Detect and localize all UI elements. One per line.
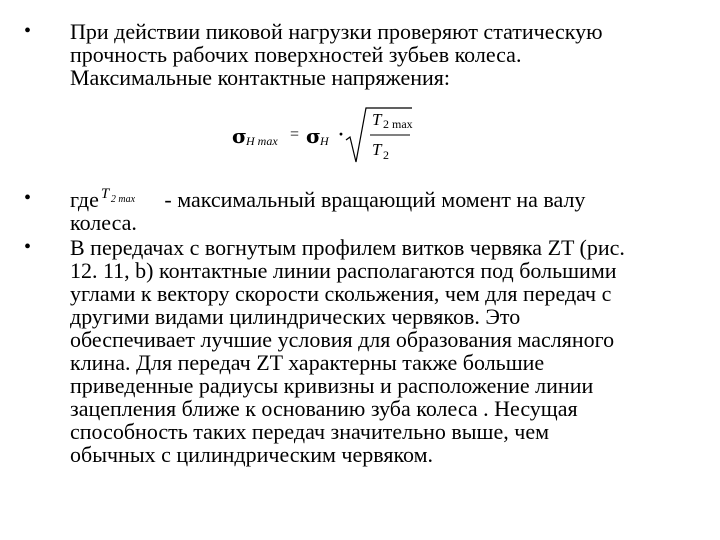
text-line: прочность рабочих поверхностей зубьев колеса. [70,42,522,67]
numerator-subscript: 2 max [383,117,413,131]
text-line: обеспечивает лучшие условия для образования масляного [70,327,615,352]
text-line: При действии пиковой нагрузки проверяют статическую [70,19,603,44]
prefix-text: где [70,187,99,212]
bullet-text-3 [70,236,625,466]
text-line: колеса. [70,210,137,235]
inline-T: T [100,186,110,202]
inline-torque-symbol [99,187,159,207]
text-line: В передачах с вогнутым профилем витков червяка ZT (рис. [70,235,625,260]
text-line: зацепления ближе к основанию зуба колеса . Несущая [70,396,578,421]
text-line: обычных с цилиндрическим червяком. [70,442,434,467]
text-line [70,187,585,211]
sigma-subscript: H max [246,134,278,148]
bullet-marker: • [24,20,32,42]
text-line: приведенные радиусы кривизны и расположение линии [70,373,594,398]
text-line: клина. Для передач ZT характерны также большие [70,350,545,375]
bullet-text-2 [70,187,585,234]
bullet-marker: • [24,236,32,258]
text-line: Максимальные контактные напряжения: [70,65,450,90]
sigma-symbol: σ [232,124,247,148]
bullet-marker: • [24,187,32,209]
bullet-text-1 [70,20,603,89]
numerator-T: T [372,110,382,129]
sigma-symbol: σ [306,124,321,148]
inline-subscript: 2 max [110,194,136,205]
suffix-text: - максимальный вращающий момент на валу [158,187,586,212]
text-line: способность таких передач значительно выше, чем [70,419,550,444]
text-line: другими видами цилиндрических червяков. Это [70,304,521,329]
text-line: углами к вектору скорости скольжения, чем для передач с [70,281,612,306]
sigma-subscript: H [320,134,329,148]
multiply-dot: · [338,124,345,144]
contact-stress-formula [232,104,432,174]
text-line: 12. 11, b) контактные линии располагаются под большими [70,258,617,283]
denominator-subscript: 2 [383,148,389,162]
denominator-T: T [372,140,382,159]
equals-sign: = [290,126,300,143]
